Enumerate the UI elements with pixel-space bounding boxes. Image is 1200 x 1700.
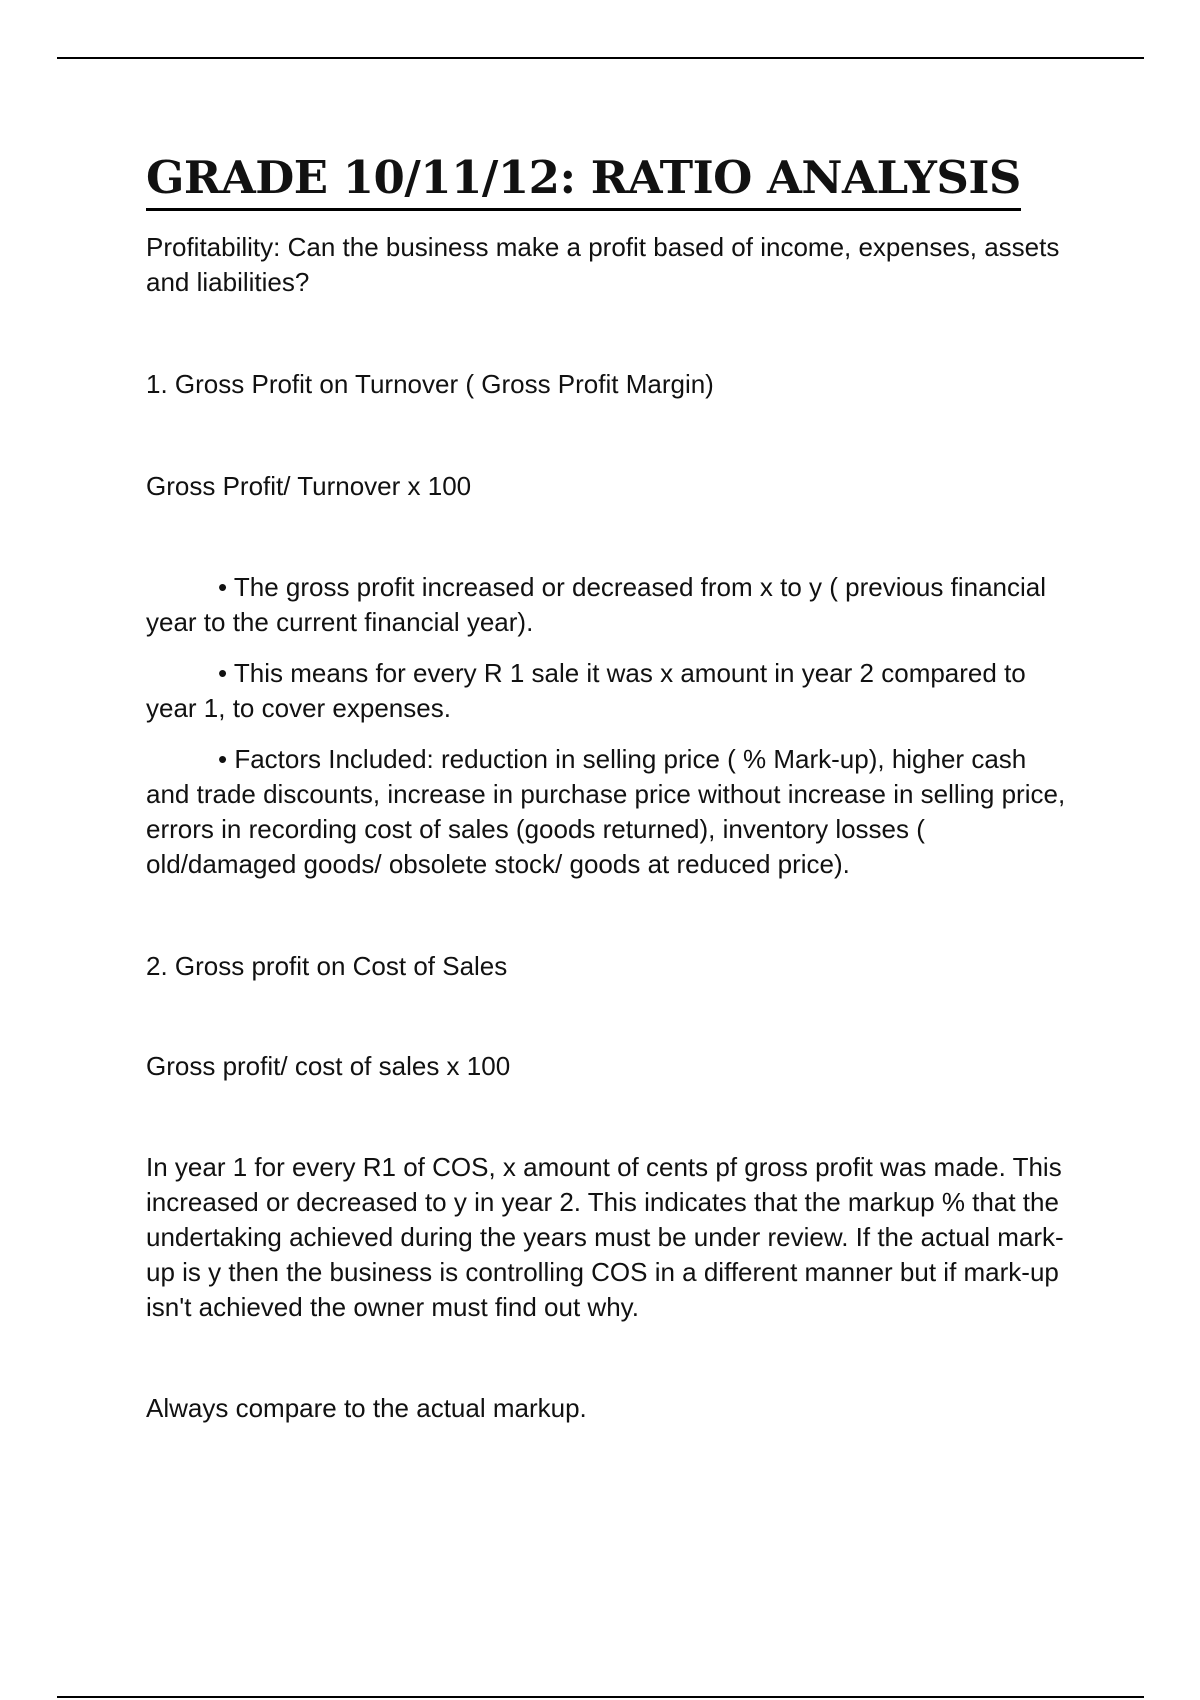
section1-bullet-list bbox=[146, 570, 1066, 882]
bullet-text: • This means for every R 1 sale it was x amount in year 2 compared to year 1, to cover expenses. bbox=[146, 658, 1026, 723]
bullet-text: • Factors Included: reduction in selling price ( % Mark-up), higher cash and trade discounts, increase in purchase price without increase in selling price, errors in recording cost of sales (goods returned), inventory losses ( old/damaged goods/ obsolete stock/ goods at reduced price). bbox=[146, 744, 1066, 879]
closing-note: Always compare to the actual markup. bbox=[146, 1393, 587, 1423]
section1-formula: Gross Profit/ Turnover x 100 bbox=[146, 471, 472, 501]
top-divider bbox=[57, 57, 1144, 59]
document-body bbox=[146, 150, 1066, 1426]
intro-paragraph: Profitability: Can the business make a profit based of income, expenses, assets and liabilities? bbox=[146, 232, 1060, 297]
section2-heading: 2. Gross profit on Cost of Sales bbox=[146, 951, 508, 981]
bullet-text: • The gross profit increased or decreased from x to y ( previous financial year to the current financial year). bbox=[146, 572, 1047, 637]
bullet-item bbox=[146, 656, 1066, 726]
section2-formula: Gross profit/ cost of sales x 100 bbox=[146, 1051, 511, 1081]
section1-heading: 1. Gross Profit on Turnover ( Gross Profit Margin) bbox=[146, 369, 714, 399]
section2-explanation: In year 1 for every R1 of COS, x amount of cents pf gross profit was made. This increased or decreased to y in year 2. This indicates that the markup % that the undertaking achieved during the years must be under review. If the actual mark-up is y then the business is controlling COS in a different manner but if mark-up isn't achieved the owner must find out why. bbox=[146, 1152, 1064, 1322]
bottom-divider bbox=[57, 1696, 1144, 1698]
bullet-item bbox=[146, 570, 1066, 640]
page-title: GRADE 10/11/12: RATIO ANALYSIS bbox=[146, 150, 1021, 211]
bullet-item bbox=[146, 742, 1066, 882]
